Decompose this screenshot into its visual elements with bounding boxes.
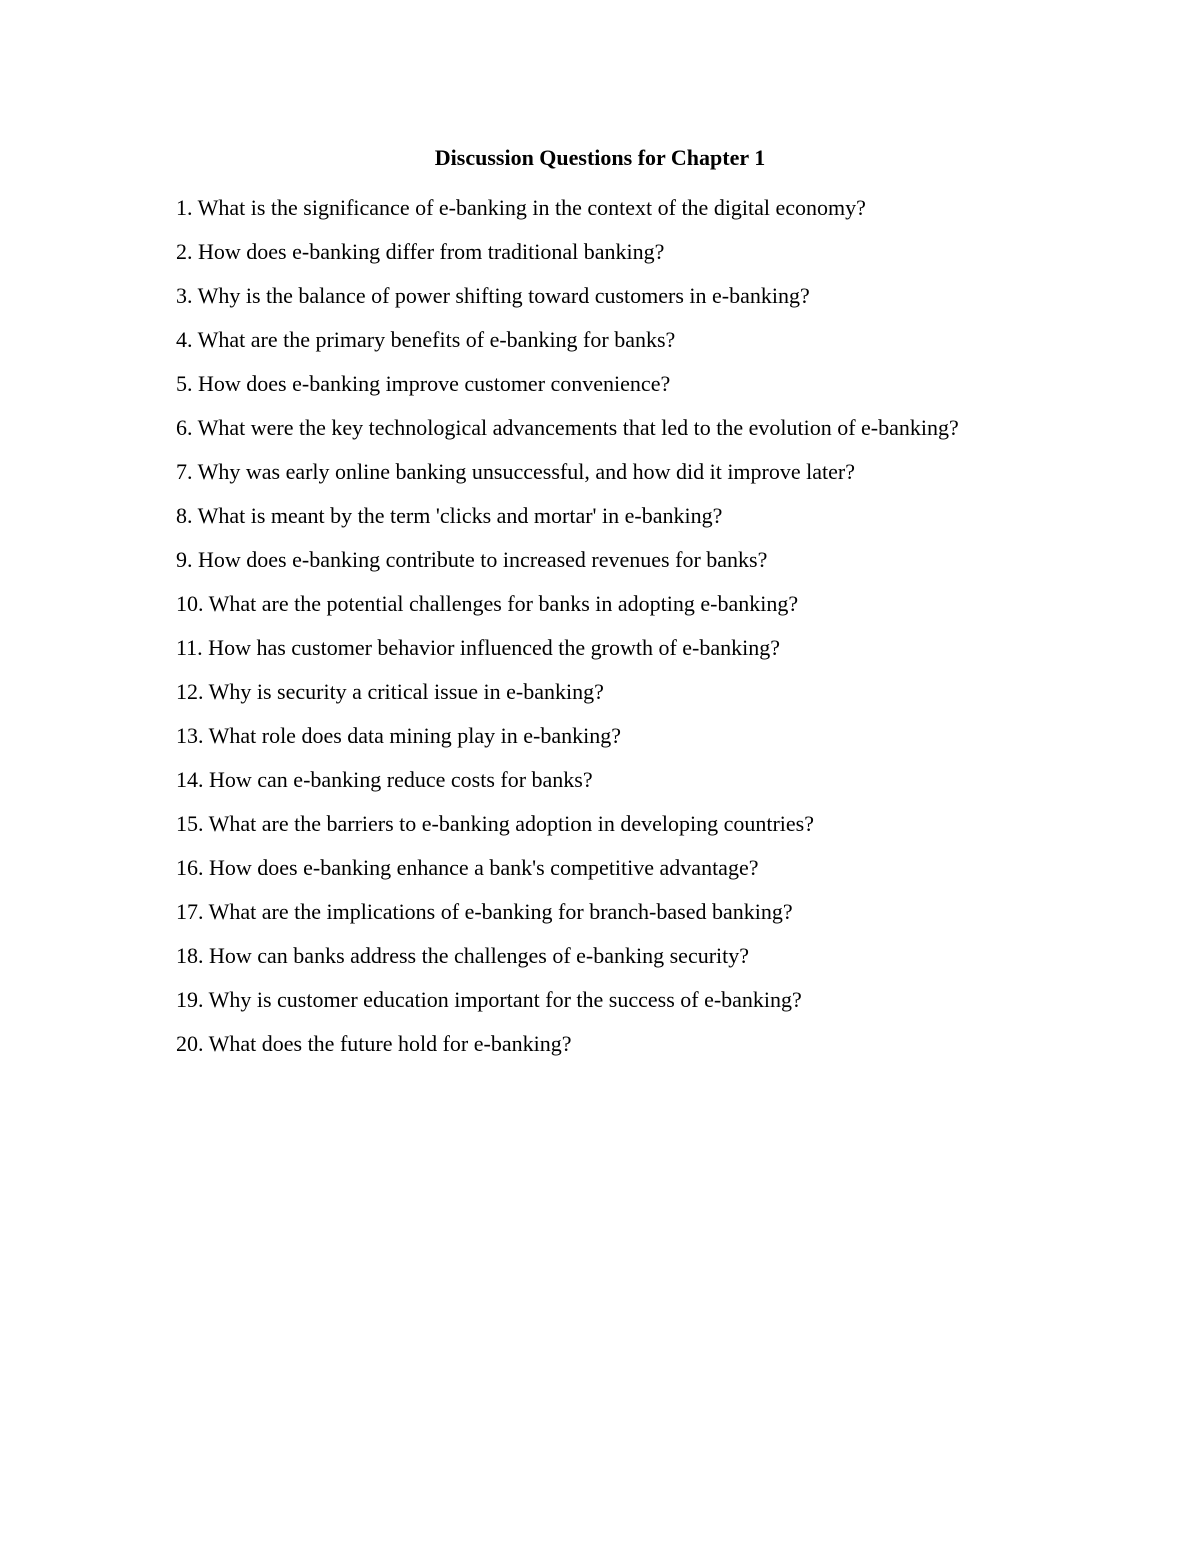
document-title: Discussion Questions for Chapter 1 <box>434 145 766 170</box>
question-item: 5. How does e-banking improve customer convenience? <box>176 371 671 396</box>
question-item: 9. How does e-banking contribute to increased revenues for banks? <box>176 547 768 572</box>
question-item: 19. Why is customer education important for the success of e-banking? <box>176 987 802 1012</box>
question-item: 11. How has customer behavior influenced the growth of e-banking? <box>176 635 781 660</box>
question-item: 13. What role does data mining play in e-banking? <box>176 723 621 748</box>
question-item: 18. How can banks address the challenges of e-banking security? <box>176 943 750 968</box>
question-item: 3. Why is the balance of power shifting toward customers in e-banking? <box>176 283 810 308</box>
question-item: 4. What are the primary benefits of e-banking for banks? <box>176 327 676 352</box>
question-item: 17. What are the implications of e-banking for branch-based banking? <box>176 899 793 924</box>
question-item: 20. What does the future hold for e-banking? <box>176 1031 572 1056</box>
question-item: 2. How does e-banking differ from traditional banking? <box>176 239 665 264</box>
question-item: 8. What is meant by the term 'clicks and mortar' in e-banking? <box>176 503 723 528</box>
question-item: 1. What is the significance of e-banking in the context of the digital economy? <box>176 195 866 220</box>
question-list <box>176 186 1006 1066</box>
question-item: 10. What are the potential challenges for banks in adopting e-banking? <box>176 591 799 616</box>
question-item: 7. Why was early online banking unsuccessful, and how did it improve later? <box>176 459 855 484</box>
question-item: 12. Why is security a critical issue in e-banking? <box>176 679 604 704</box>
question-item: 15. What are the barriers to e-banking adoption in developing countries? <box>176 811 814 836</box>
question-item: 6. What were the key technological advancements that led to the evolution of e-banking? <box>176 415 959 440</box>
question-item: 14. How can e-banking reduce costs for banks? <box>176 767 593 792</box>
question-item: 16. How does e-banking enhance a bank's competitive advantage? <box>176 855 759 880</box>
